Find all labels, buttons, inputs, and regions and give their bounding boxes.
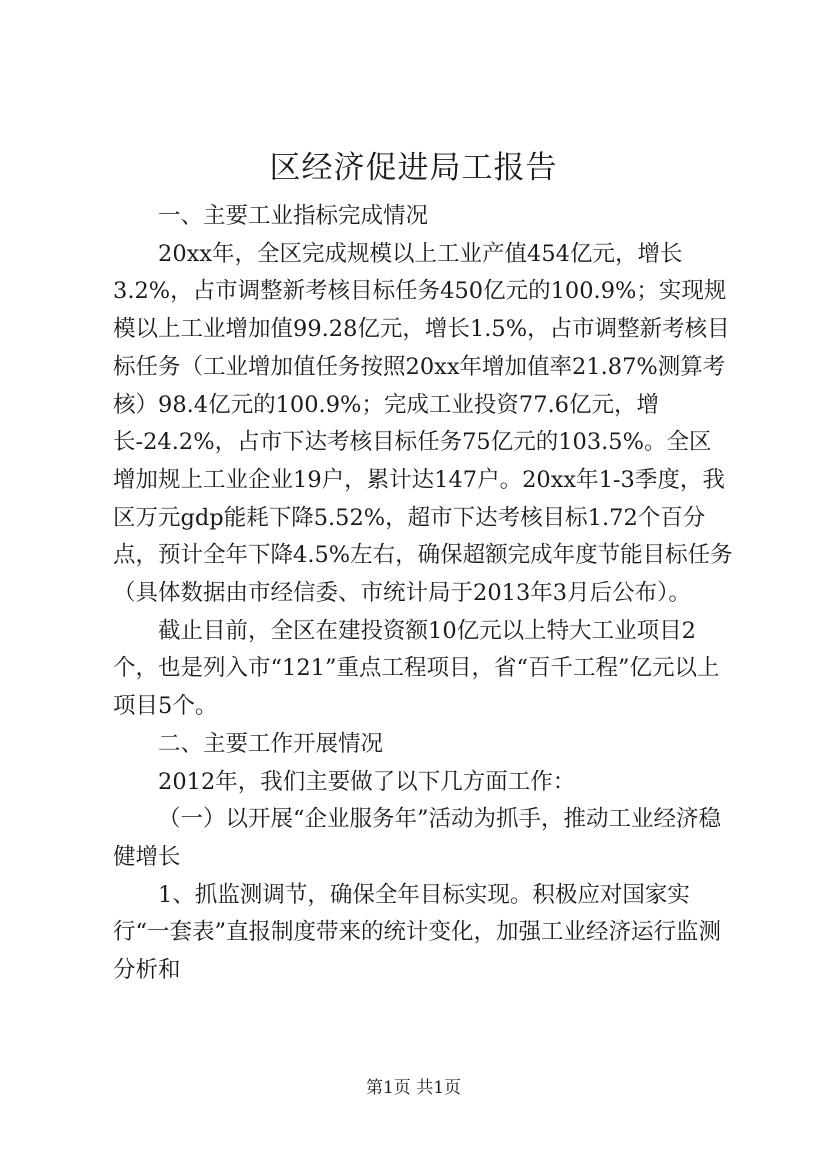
paragraph-industrial-indicators: 20xx年，全区完成规模以上工业产值454亿元，增长3.2%，占市调整新考核目标任务450亿元的100.9%；实现规模以上工业增加值99.28亿元，增长1.5%，占市调整新考核目标任务（工业增加值任务按照20xx年增加值率21.87%测算考核）98.4亿元的100.9%；完成工业投资77.6亿元，增长-24.2%，占市下达考核目标任务75亿元的103.5%。全区增加规上工业企业19户，累计达147户。20xx年1-3季度，我区万元gdp能耗下降5.52%，超市下达考核目标1.72个百分点，预计全年下降4.5%左右，确保超额完成年度节能目标任务（具体数据由市经信委、市统计局于2013年3月后公布）。 xyxy=(113,240,733,607)
page-footer: 第1页 共1页 xyxy=(365,1078,462,1098)
section-heading-1: 一、主要工业指标完成情况 xyxy=(158,203,429,229)
paragraph-work-intro: 2012年，我们主要做了以下几方面工作： xyxy=(158,768,576,795)
paragraph-monitoring: 1、抓监测调节，确保全年目标实现。积极应对国家实行“一套表”直报制度带来的统计变化，加强工业经济运行监测分析和 xyxy=(113,881,722,984)
subsection-heading-1: （一）以开展“企业服务年”活动为抓手，推动工业经济稳健增长 xyxy=(113,806,722,870)
document-body xyxy=(113,198,733,990)
document-title: 区经济促进局工报告 xyxy=(269,150,558,186)
section-heading-2: 二、主要工作开展情况 xyxy=(158,730,384,757)
paragraph-major-projects: 截止目前，全区在建投资额10亿元以上特大工业项目2个，也是列入市“121”重点工程项目，省“百千工程”亿元以上项目5个。 xyxy=(113,617,720,720)
